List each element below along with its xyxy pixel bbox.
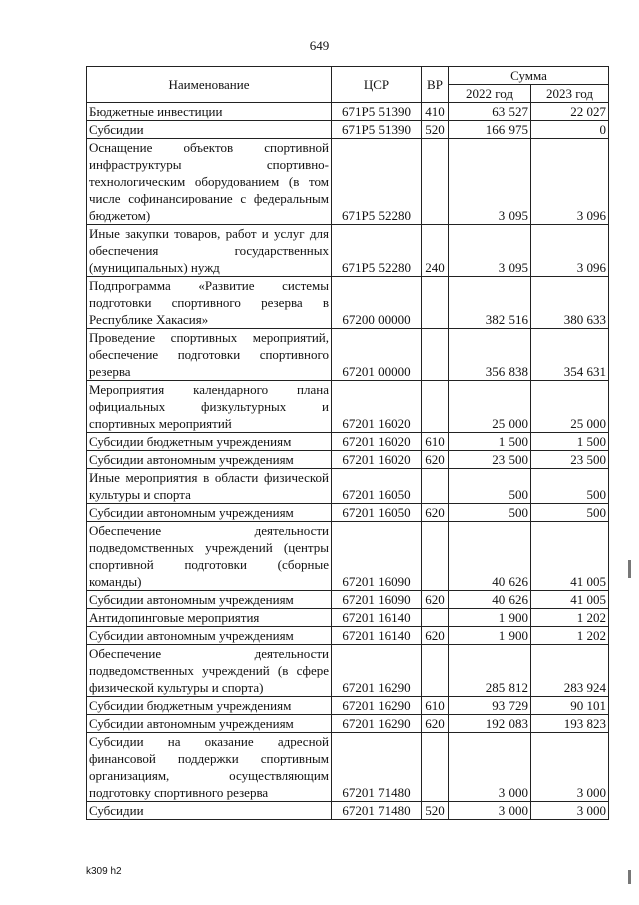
row-name: Субсидии бюджетным учреждениям — [87, 433, 332, 451]
row-name: Проведение спортивных мероприятий, обеспечение подготовки спортивного резерва — [87, 329, 332, 381]
row-sum-2022: 3 095 — [449, 139, 531, 225]
row-sum-2022: 63 527 — [449, 103, 531, 121]
row-name: Обеспечение деятельности подведомственных учреждений (центры спортивной подготовки (сборные команды) — [87, 522, 332, 591]
table-row — [87, 522, 609, 591]
row-name: Иные мероприятия в области физической культуры и спорта — [87, 469, 332, 504]
row-sum-2022: 356 838 — [449, 329, 531, 381]
table-row — [87, 802, 609, 820]
row-sum-2023: 1 202 — [531, 609, 609, 627]
row-sum-2023: 3 096 — [531, 225, 609, 277]
row-name: Бюджетные инвестиции — [87, 103, 332, 121]
row-vr — [422, 139, 449, 225]
table-row — [87, 469, 609, 504]
row-sum-2023: 3 000 — [531, 802, 609, 820]
row-sum-2022: 382 516 — [449, 277, 531, 329]
row-name: Антидопинговые мероприятия — [87, 609, 332, 627]
row-csr: 67201 16090 — [332, 591, 422, 609]
row-csr: 671P5 52280 — [332, 225, 422, 277]
table-row — [87, 329, 609, 381]
row-vr — [422, 277, 449, 329]
header-sum: Сумма — [449, 67, 609, 85]
row-vr: 620 — [422, 591, 449, 609]
row-csr: 67201 16140 — [332, 609, 422, 627]
row-sum-2022: 40 626 — [449, 522, 531, 591]
row-csr: 67201 16290 — [332, 697, 422, 715]
footer-code: k309 h2 — [86, 866, 122, 877]
row-name: Субсидии автономным учреждениям — [87, 715, 332, 733]
row-name: Субсидии автономным учреждениям — [87, 591, 332, 609]
row-csr: 67201 16020 — [332, 381, 422, 433]
page-number: 649 — [309, 38, 330, 53]
row-sum-2023: 380 633 — [531, 277, 609, 329]
row-sum-2023: 22 027 — [531, 103, 609, 121]
row-name: Мероприятия календарного плана официальных физкультурных и спортивных мероприятий — [87, 381, 332, 433]
table-header — [87, 67, 609, 103]
row-csr: 67201 16050 — [332, 469, 422, 504]
row-name: Субсидии на оказание адресной финансовой поддержки спортивным организациям, осуществляющим подготовку спортивного резерва — [87, 733, 332, 802]
row-sum-2022: 3 095 — [449, 225, 531, 277]
row-sum-2023: 500 — [531, 469, 609, 504]
header-csr: ЦСР — [332, 67, 422, 103]
row-name: Субсидии — [87, 121, 332, 139]
row-sum-2022: 166 975 — [449, 121, 531, 139]
row-sum-2022: 3 000 — [449, 802, 531, 820]
row-csr: 67201 16290 — [332, 645, 422, 697]
row-csr: 67201 71480 — [332, 802, 422, 820]
row-sum-2023: 354 631 — [531, 329, 609, 381]
row-vr — [422, 733, 449, 802]
budget-table — [86, 66, 609, 820]
row-csr: 67201 00000 — [332, 329, 422, 381]
row-csr: 67201 16020 — [332, 433, 422, 451]
row-vr: 620 — [422, 715, 449, 733]
row-sum-2022: 23 500 — [449, 451, 531, 469]
row-csr: 671P5 51390 — [332, 103, 422, 121]
scan-edge-mark — [628, 870, 631, 884]
row-vr: 240 — [422, 225, 449, 277]
row-vr: 620 — [422, 504, 449, 522]
row-sum-2022: 3 000 — [449, 733, 531, 802]
row-name: Подпрограмма «Развитие системы подготовки спортивного резерва в Республике Хакасия» — [87, 277, 332, 329]
row-sum-2022: 1 900 — [449, 627, 531, 645]
row-vr — [422, 381, 449, 433]
row-sum-2023: 41 005 — [531, 522, 609, 591]
row-name: Субсидии автономным учреждениям — [87, 504, 332, 522]
row-name: Оснащение объектов спортивной инфраструктуры спортивно-технологическим оборудованием (в том числе софинансирование с федеральным бюджетом) — [87, 139, 332, 225]
scan-edge-mark — [628, 560, 631, 578]
row-sum-2023: 41 005 — [531, 591, 609, 609]
table-row — [87, 121, 609, 139]
row-sum-2022: 192 083 — [449, 715, 531, 733]
row-csr: 671P5 51390 — [332, 121, 422, 139]
table-row — [87, 697, 609, 715]
row-vr: 520 — [422, 121, 449, 139]
row-csr: 671P5 52280 — [332, 139, 422, 225]
row-sum-2023: 193 823 — [531, 715, 609, 733]
row-csr: 67201 16050 — [332, 504, 422, 522]
row-sum-2023: 90 101 — [531, 697, 609, 715]
header-name: Наименование — [87, 67, 332, 103]
row-name: Субсидии автономным учреждениям — [87, 627, 332, 645]
row-name: Субсидии автономным учреждениям — [87, 451, 332, 469]
row-sum-2023: 500 — [531, 504, 609, 522]
row-vr — [422, 522, 449, 591]
row-csr: 67201 16090 — [332, 522, 422, 591]
row-sum-2022: 1 500 — [449, 433, 531, 451]
row-sum-2022: 500 — [449, 504, 531, 522]
header-vr: ВР — [422, 67, 449, 103]
row-csr: 67201 71480 — [332, 733, 422, 802]
row-vr: 610 — [422, 433, 449, 451]
row-vr — [422, 609, 449, 627]
row-sum-2022: 500 — [449, 469, 531, 504]
header-year-2023: 2023 год — [531, 85, 609, 103]
row-name: Обеспечение деятельности подведомственных учреждений (в сфере физической культуры и спорта) — [87, 645, 332, 697]
row-vr — [422, 469, 449, 504]
row-name: Иные закупки товаров, работ и услуг для обеспечения государственных (муниципальных) нужд — [87, 225, 332, 277]
row-vr — [422, 645, 449, 697]
table-row — [87, 609, 609, 627]
row-vr — [422, 329, 449, 381]
row-sum-2022: 93 729 — [449, 697, 531, 715]
row-csr: 67201 16290 — [332, 715, 422, 733]
header-year-2022: 2022 год — [449, 85, 531, 103]
row-vr: 620 — [422, 627, 449, 645]
row-vr: 620 — [422, 451, 449, 469]
table-body — [87, 103, 609, 820]
table-row — [87, 277, 609, 329]
row-sum-2023: 0 — [531, 121, 609, 139]
table-row — [87, 504, 609, 522]
table-row — [87, 627, 609, 645]
row-sum-2022: 40 626 — [449, 591, 531, 609]
row-vr: 410 — [422, 103, 449, 121]
row-sum-2023: 23 500 — [531, 451, 609, 469]
row-sum-2022: 285 812 — [449, 645, 531, 697]
table-row — [87, 433, 609, 451]
table-row — [87, 733, 609, 802]
row-sum-2022: 25 000 — [449, 381, 531, 433]
table-row — [87, 103, 609, 121]
row-sum-2023: 283 924 — [531, 645, 609, 697]
row-csr: 67201 16020 — [332, 451, 422, 469]
row-csr: 67200 00000 — [332, 277, 422, 329]
table-row — [87, 225, 609, 277]
row-sum-2023: 1 202 — [531, 627, 609, 645]
row-sum-2023: 1 500 — [531, 433, 609, 451]
table-row — [87, 381, 609, 433]
row-csr: 67201 16140 — [332, 627, 422, 645]
table-row — [87, 715, 609, 733]
row-sum-2023: 25 000 — [531, 381, 609, 433]
row-vr: 610 — [422, 697, 449, 715]
table-row — [87, 591, 609, 609]
row-sum-2023: 3 096 — [531, 139, 609, 225]
table-row — [87, 139, 609, 225]
row-name: Субсидии бюджетным учреждениям — [87, 697, 332, 715]
row-name: Субсидии — [87, 802, 332, 820]
row-sum-2022: 1 900 — [449, 609, 531, 627]
row-sum-2023: 3 000 — [531, 733, 609, 802]
row-vr: 520 — [422, 802, 449, 820]
table-row — [87, 451, 609, 469]
table-row — [87, 645, 609, 697]
